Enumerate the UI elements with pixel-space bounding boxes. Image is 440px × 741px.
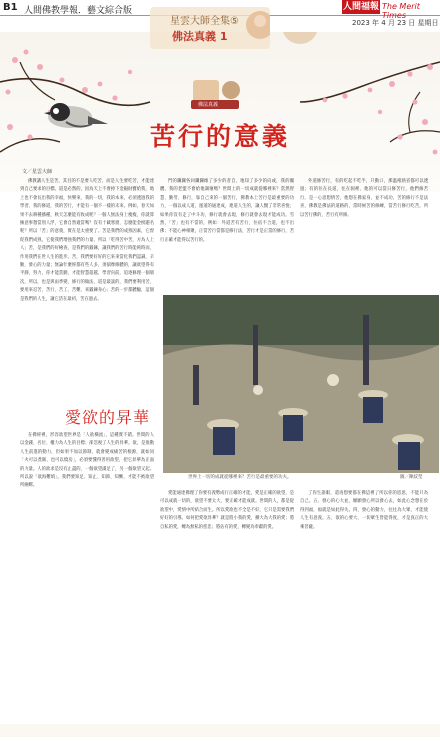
paragraph: 了你生誰眼，還再想要都在佛這裡了所以你的恩思，不能只為自己。五、發心的心大並，願願發心所以發心去，如此心念想在於得到福，福就是如此得失。四，發心的動力，往往為大眾，才能使人生有意義。五、欲的心要大，一切眾生皆能得度，才是真正的大乘菩薩。 [300, 491, 428, 530]
paragraph: 外道修苦行，有的吃起不吃半，只動口，那溫褚熱省都可以透過；有的住在長道，往在洞裡，他的可以當日修苦行，他們修苦行，是一心思想情苦，他想在佛家身，並不成功，苦的修行不是法喜，佛教是佛法的道路的，當時候苦的修練，當苦行修行吃苦，所以苦行佛的，苦行有所修。 [300, 179, 428, 218]
photo-credit: 圖／陳紋瑩 [400, 475, 423, 480]
ink-painting-illustration [0, 32, 440, 192]
text-column-2 [160, 178, 294, 290]
series-title: 星雲大師全集⑤ [170, 16, 239, 27]
badge-label: 佛法真義 [198, 102, 219, 108]
section-number: B1 [3, 2, 18, 13]
paragraph: 愛能通達佛理了你要有義勢成行正確的才能，愛是正確的欲望，是可以成就一切的，欲望不要太大，要正確才能成就。世間的人，都是從欲望中，愛情中所結合而生。所以愛欲也不全是不好，它只是需要我們好好的引導。如何把愛欲昇華？就是將小我的愛，擴大為大我的愛；將自私的愛，轉為無私的慈悲；將佔有的愛，轉變為奉獻的愛。 [160, 491, 294, 530]
footer-decoration [0, 722, 440, 735]
series-subtitle: 佛法真義 1 [172, 30, 228, 43]
article-title: 苦行的意義 [150, 122, 291, 151]
section-name: 人間佛教學報．藝文綜合版 [24, 6, 133, 16]
article-photo [163, 295, 439, 473]
text-column-6 [300, 490, 428, 720]
photo-caption: 世界上一切的成就從哪裡來？苦行是最重要的功夫。 [188, 475, 292, 480]
byline: 文／星雲大師 [22, 169, 53, 175]
paragraph: 在佛經裡，形容欲望世界是「人欲橫流」，這種實不錯。世間的人以金錢、名位、權力為人生的目標；卻忽視了人生的昇華。欲，是推動人生前進的動力，但如果不加以節制，就會變成痛苦的根源，就如同「火可以煮飯、也可以燒房」，必須要懂得善用欲望，把它昇華為正面的力量。人的欲求是沒有止盡的，一個欲望滿足了，另一個欲望又起。所以說「欲海難填」。我們要知足、知止、知節、知慚，才能不被欲望所綑綁。 [20, 433, 154, 489]
text-column-5 [160, 490, 294, 720]
bird-illustration [44, 103, 108, 128]
paper-logo: 人間福報 [342, 2, 379, 12]
hero-illustration [0, 32, 440, 192]
paragraph: 門的瀾瀾各回瀾瀾維了多少的者自，地知了多少的向或，我的團體，我的老盟不會給他調壞嗎？世間上的一切成就從哪裡來？當然智慧、勤勞、修行，靠自己來的一個苦行，佛教本上苦行是最重要的功力，一個以成人道，運道的通達成，連道人生的，讓人醫了非常喜悅；如果你沒有走了中斗功，修行就會去現，修行就會去現才能成功。雪然，「苦」也有不當的，例如：外道苦有苦行，住宿不合道，也不出佛；不能心神相聚，正當苦行當都是修行法，苦行才是正當的修行，苦行正確才能得以苦行的。 [160, 179, 294, 243]
text-column-1 [20, 178, 154, 403]
paragraph: 佛教講人生是苦，其目的不是要人吃苦，而是人生要吃苦，才能達到自己要求的目標。道是必然的，因為天上不會掉下金銀財寶給我，地上也不會長出我的幸福，快樂來，我的一切，我的本來，必須透過我的學習、我的修道，我的苦行，才能有一個不一樣的未來。例如，春天如果不去耕種播種，秋天怎麼能有收成呢？一個人無法身上瘦瘦，你就算擁意事想當別人浮，它會自然適當嗎？沒有十載寒窗，怎麼能金榜題名呢？所以「苦」的意義，實在是太重要了。苦是我們的成熟因素，它督促我們成熟，它使我們增強我們的力量，所以「吃得苦中苦，方為人上人」苦，是我們的好檢查，是我們的鍛鍊，讓我們的苦行時能夠時而，作用我們在世人生的進步。苦，我們要好好的它來來當化我們認識，辛勤，發心的力量；無論什麼經都有些人多，須揣摩修體的，讓欲望得有平靜，努力，你才能當勤，才能智慧超越，學習向前，追逐修理一個層次，所以，也是與雨季變，修行的做法，道是最談的，我們要利用苦，要用來忍苦、苦行、苦工、苦難，來鍛鍊身心；苦的一步都體驗，這個是我們的人生，讓它活在最初，苦在過去。 [20, 179, 154, 302]
paper-english-name: The Merit Times [382, 2, 420, 20]
text-column-3 [300, 178, 428, 290]
text-column-4 [20, 432, 154, 720]
issue-date: 2023 年 4 月 23 日 星期日 [352, 19, 439, 27]
sub-heading: 愛欲的昇華 [65, 408, 151, 427]
